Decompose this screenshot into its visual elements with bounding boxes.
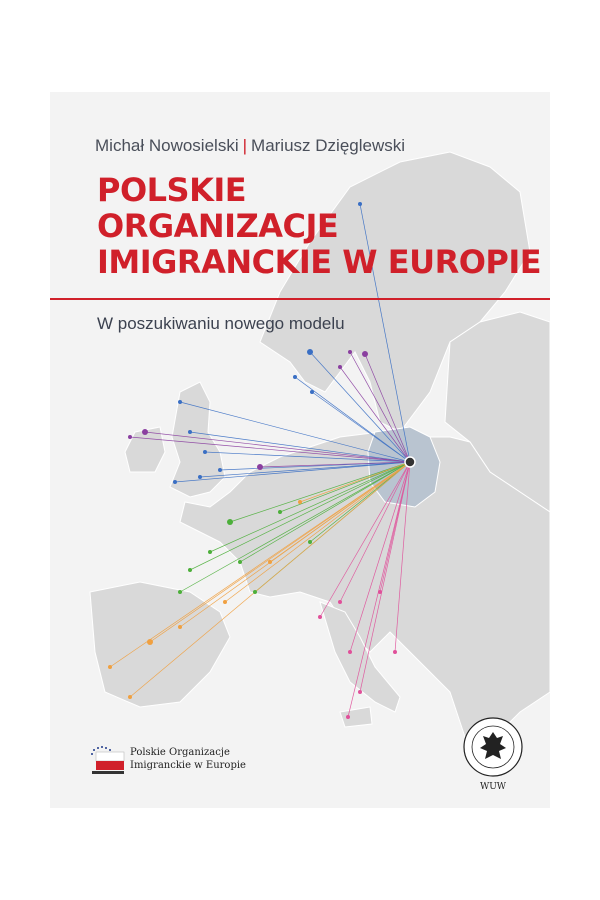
title-line: ORGANIZACJE bbox=[97, 207, 339, 245]
authors bbox=[95, 136, 535, 156]
book-subtitle: W poszukiwaniu nowego modelu bbox=[97, 314, 345, 333]
warsaw-hub-dot bbox=[405, 457, 415, 467]
title-line: POLSKIE bbox=[97, 171, 247, 209]
series-label bbox=[130, 746, 246, 772]
series-label-line: Imigranckie w Europie bbox=[130, 760, 246, 771]
author-second: Mariusz Dzięglewski bbox=[251, 136, 406, 155]
book-cover bbox=[50, 92, 550, 808]
sicily-shape bbox=[340, 707, 372, 727]
author-separator: | bbox=[242, 136, 248, 155]
series-label-line: Polskie Organizacje bbox=[130, 747, 230, 758]
continental-europe-shape bbox=[180, 432, 550, 752]
author-first: Michał Nowosielski bbox=[95, 136, 239, 155]
title-divider bbox=[50, 298, 550, 300]
title-line: IMIGRANCKIE W EUROPIE bbox=[97, 243, 542, 281]
publisher-abbreviation: WUW bbox=[479, 782, 507, 792]
book-title bbox=[97, 171, 542, 281]
